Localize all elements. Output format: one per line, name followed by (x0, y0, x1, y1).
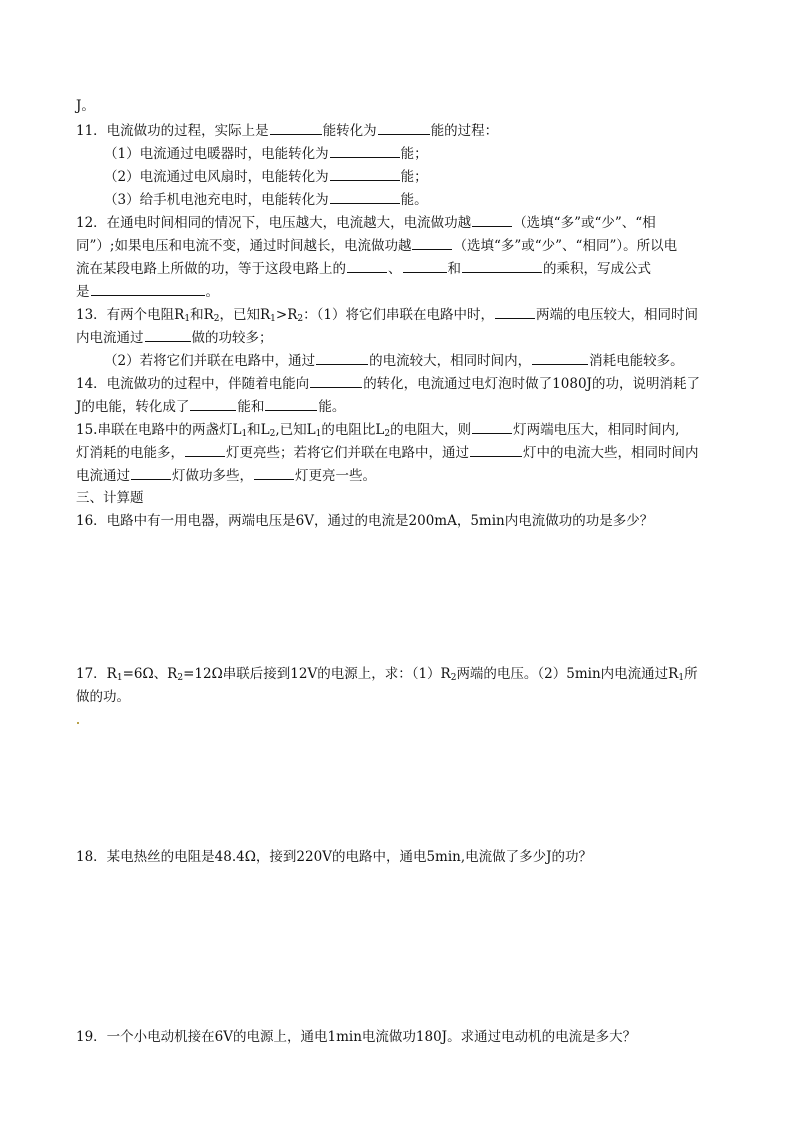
text-run: 流在某段电路上所做的功，等于这段电路上的 (76, 261, 346, 277)
answer-blank[interactable] (330, 189, 400, 204)
text-run: 的乘积，写成公式 (543, 261, 651, 277)
subscript: 2 (450, 673, 457, 683)
text-line (76, 442, 736, 462)
answer-blank[interactable] (495, 304, 535, 319)
text-line (76, 96, 736, 116)
text-run: （2）若将它们并联在电路中，通过 (104, 353, 316, 369)
answer-blank[interactable] (310, 373, 362, 388)
subscript: 2 (177, 673, 184, 683)
text-run: （选填“多”或“少”、“相 (513, 215, 656, 231)
answer-blank[interactable] (378, 120, 430, 135)
text-run: 16．电路中有一用电器，两端电压是6V，通过的电流是200mA，5min内电流做功的功是多少？ (76, 513, 654, 529)
question-11-1 (104, 143, 764, 163)
text-run: 能； (400, 169, 428, 185)
text-run: （选填“多”或“少”、“相同”）。所以电 (453, 238, 678, 254)
answer-blank[interactable] (270, 120, 322, 135)
text-run: 两端的电压较大，相同时间 (535, 307, 698, 323)
question-18 (76, 847, 736, 867)
subscript: 1 (184, 314, 191, 324)
text-run: ：（1）将它们串联在电路中时， (303, 307, 494, 323)
text-run: 内电流通过 (76, 330, 144, 346)
text-line (76, 396, 736, 416)
text-run: 14．电流做功的过程中，伴随着电能向 (76, 376, 310, 392)
question-11-2 (104, 166, 764, 186)
text-run: （3）给手机电池充电时，电能转化为 (104, 192, 329, 208)
text-run: 19．一个小电动机接在6V的电源上，通电1min电流做功180J。求通过电动机的电流是多大？ (76, 1029, 637, 1045)
text-run: 灯更亮些；若将它们并联在电路中，通过 (226, 445, 469, 461)
text-run: 能。 (400, 192, 428, 208)
text-run: 能的过程： (430, 123, 499, 139)
question-14 (76, 373, 736, 393)
answer-blank[interactable] (316, 350, 368, 365)
answer-blank[interactable] (254, 465, 294, 480)
text-run: 和R (190, 307, 214, 323)
text-run: 能； (400, 146, 428, 162)
text-run: >R (275, 307, 298, 323)
answer-blank[interactable] (330, 143, 400, 158)
answer-blank[interactable] (131, 465, 171, 480)
answer-blank[interactable] (185, 442, 225, 457)
text-run: 11．电流做功的过程，实际上是 (76, 123, 269, 139)
answer-blank[interactable] (470, 442, 522, 457)
text-run: 能。 (318, 399, 346, 415)
subscript: 2 (269, 429, 276, 439)
text-run: 做的功较多； (191, 330, 273, 346)
question-13 (76, 304, 736, 324)
subscript: 1 (678, 673, 685, 683)
text-run: 是 (76, 284, 90, 300)
text-run: 灯两端电压大，相同时间内, (513, 422, 680, 438)
text-run: 同”）;如果电压和电流不变，通过时间越长，电流做功越 (76, 238, 412, 254)
text-run: 18．某电热丝的电阻是48.4Ω，接到220V的电路中，通电5min,电流做了多少J的功？ (76, 849, 593, 865)
text-run: （1）电流通过电暖器时，电能转化为 (104, 146, 329, 162)
subscript: 1 (315, 429, 322, 439)
question-12 (76, 212, 736, 232)
answer-blank[interactable] (462, 258, 542, 273)
text-line (76, 281, 736, 301)
text-run: 消耗电能较多。 (589, 353, 684, 369)
subscript: 1 (116, 673, 123, 683)
text-run: 灯做功多些， (172, 468, 253, 484)
text-run: 、 (388, 261, 402, 277)
text-line (76, 465, 736, 485)
question-11 (76, 120, 736, 140)
text-run: ，已知R (219, 307, 271, 323)
text-run: 灯更亮一些。 (295, 468, 376, 484)
question-15 (76, 419, 736, 439)
text-run: 灯消耗的电能多， (76, 445, 184, 461)
text-line (76, 327, 736, 347)
text-run: 三、计算题 (76, 490, 144, 506)
stray-mark (77, 722, 79, 724)
text-run: J的电能，转化成了 (76, 399, 190, 415)
text-line (76, 235, 736, 255)
subscript: 2 (213, 314, 220, 324)
text-run: 的电流较大，相同时间内， (369, 353, 532, 369)
text-run: =12Ω串联后接到12V的电源上，求：（1）R (183, 666, 451, 682)
answer-blank[interactable] (330, 166, 400, 181)
answer-blank[interactable] (412, 235, 452, 250)
text-run: 所 (684, 666, 698, 682)
subscript: 2 (384, 429, 391, 439)
answer-blank[interactable] (145, 327, 191, 342)
question-17 (76, 664, 736, 684)
question-11-3 (104, 189, 764, 209)
subscript: 1 (270, 314, 276, 324)
answer-blank[interactable] (91, 281, 205, 296)
text-run: 12．在通电时间相同的情况下，电压越大，电流越大，电流做功越 (76, 215, 472, 231)
text-run: 的电阻比L (321, 422, 385, 438)
text-line (76, 258, 736, 278)
question-13-2 (104, 350, 764, 370)
text-line (76, 687, 736, 707)
text-run: J。 (76, 98, 95, 114)
answer-blank[interactable] (403, 258, 447, 273)
text-run: 做的功。 (76, 689, 130, 705)
text-run: 和 (447, 261, 461, 277)
answer-blank[interactable] (532, 350, 588, 365)
text-run: 13．有两个电阻R (76, 307, 185, 323)
text-run: 17．R (76, 666, 117, 682)
text-run: =6Ω、R (122, 666, 178, 682)
text-run: ,已知L (275, 422, 316, 438)
text-run: 能和 (237, 399, 265, 415)
subscript: 2 (297, 314, 304, 324)
text-run: 灯中的电流大些，相同时间内 (523, 445, 699, 461)
subscript: 1 (241, 429, 248, 439)
text-run: 两端的电压。（2）5min内电流通过R (456, 666, 679, 682)
answer-blank[interactable] (265, 396, 317, 411)
section-heading (76, 488, 736, 508)
text-run: 和L (247, 422, 270, 438)
answer-blank[interactable] (190, 396, 236, 411)
text-run: 的电阻大，则 (390, 422, 472, 438)
text-run: 能转化为 (322, 123, 377, 139)
answer-blank[interactable] (472, 419, 512, 434)
text-run: 的转化，电流通过电灯泡时做了1080J的功，说明消耗了 (363, 376, 700, 392)
text-run: （2）电流通过电风扇时，电能转化为 (104, 169, 329, 185)
answer-blank[interactable] (472, 212, 512, 227)
answer-blank[interactable] (347, 258, 387, 273)
question-16 (76, 511, 736, 531)
text-run: 。 (205, 284, 219, 300)
text-run: 电流通过 (76, 468, 130, 484)
question-19 (76, 1027, 736, 1047)
text-run: 15.串联在电路中的两盏灯L (76, 422, 242, 438)
